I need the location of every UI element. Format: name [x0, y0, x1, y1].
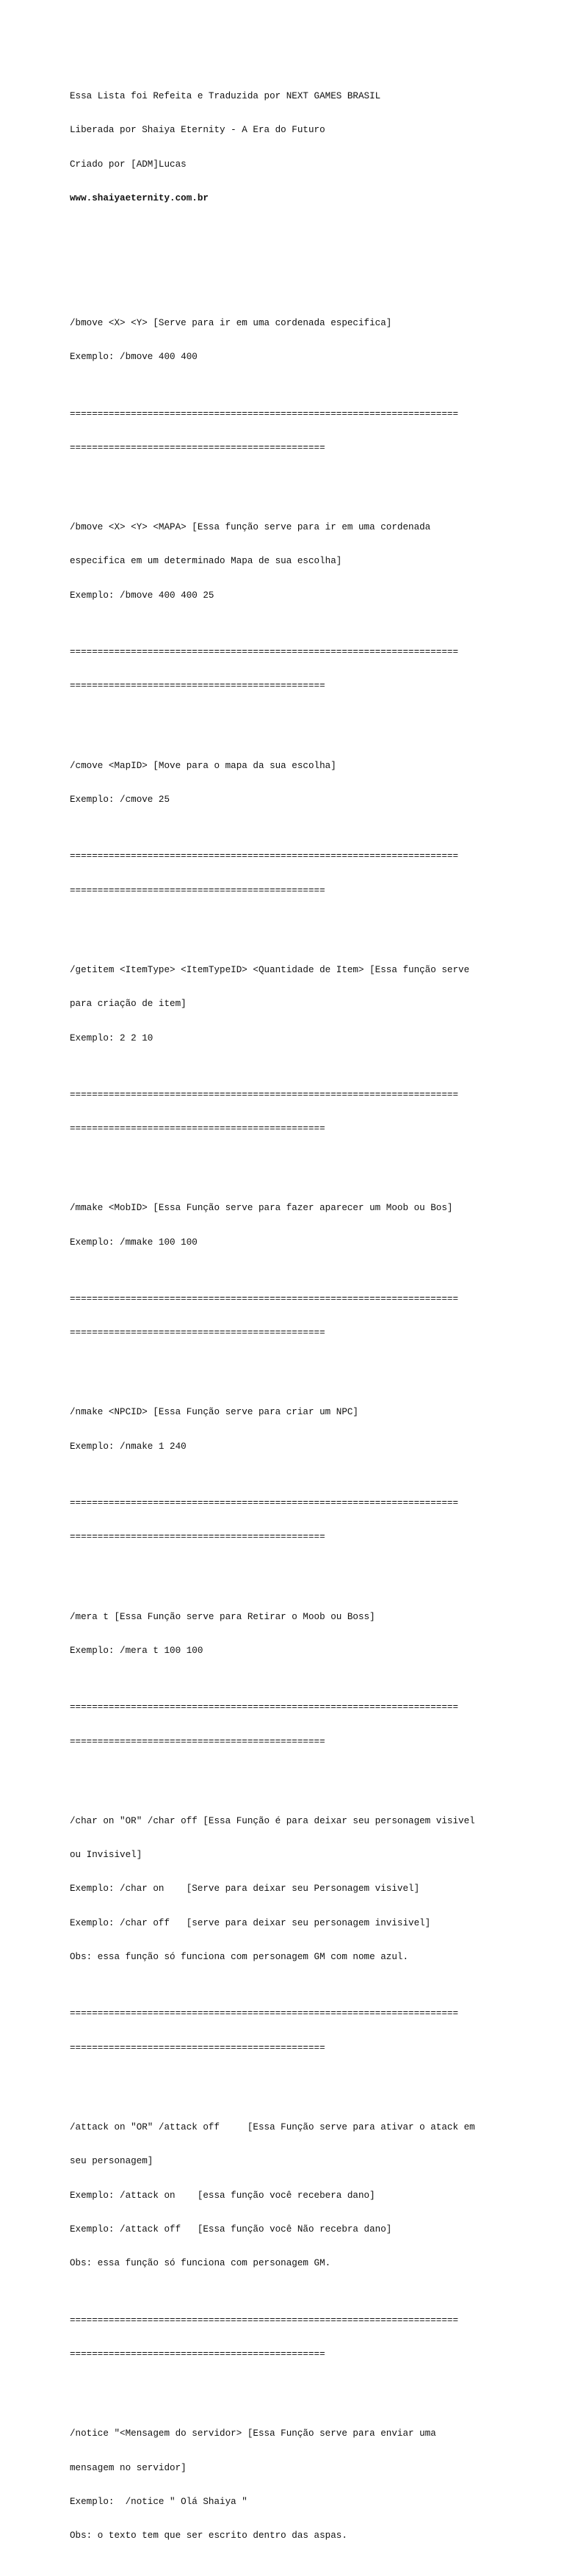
command-line: /cmove <MapID> [Move para o mapa da sua escolha] [70, 760, 336, 771]
separator-short: ============================================== [70, 885, 325, 896]
separator-long: ====================================================================== [70, 1293, 459, 1304]
command-mera [70, 1589, 554, 1680]
command-cmove [70, 738, 554, 829]
example-line: Exemplo: 2 2 10 [70, 1032, 153, 1043]
separator-short: ============================================== [70, 442, 325, 453]
command-line-cont: ou Invisivel] [70, 1850, 142, 1861]
separator-short: ============================================== [70, 681, 325, 692]
separator-long: ====================================================================== [70, 1089, 459, 1100]
command-char [70, 1793, 554, 1986]
separator-short: ============================================== [70, 1124, 325, 1135]
example-line: Exemplo: /mmake 100 100 [70, 1237, 198, 1248]
command-line: /mera t [Essa Função serve para Retirar o Moob ou Boss] [70, 1611, 375, 1622]
command-line: /bmove <X> <Y> <MAPA> [Essa função serve para ir em uma cordenada [70, 522, 431, 533]
command-bmove-map [70, 499, 554, 624]
obs-line: Obs: o texto tem que ser escrito dentro das aspas. [70, 2530, 347, 2541]
command-line: /bmove <X> <Y> [Serve para ir em uma cordenada especifica] [70, 317, 392, 328]
command-line-cont: especifica em um determinado Mapa de sua escolha] [70, 556, 342, 567]
document-page [70, 68, 554, 2576]
separator-long: ====================================================================== [70, 1702, 459, 1713]
separator-short: ============================================== [70, 1736, 325, 1747]
header-author: Criado por [ADM]Lucas [70, 159, 187, 170]
command-notice [70, 2406, 554, 2564]
spacer [70, 227, 554, 250]
example-line: Exemplo: /char off [serve para deixar seu personagem invisivel] [70, 1917, 431, 1928]
command-line-cont: para criação de item] [70, 999, 187, 1010]
header-url: www.shaiyaeternity.com.br [70, 192, 209, 203]
command-bmove [70, 295, 554, 386]
command-line-cont: mensagem no servidor] [70, 2462, 187, 2473]
command-attack [70, 2099, 554, 2293]
example-line: Exemplo: /bmove 400 400 [70, 352, 198, 363]
obs-line: Obs: essa função só funciona com personagem GM. [70, 2258, 331, 2269]
command-line: /mmake <MobID> [Essa Função serve para fazer aparecer um Moob ou Bos] [70, 1203, 453, 1214]
command-line: /notice "<Mensagem do servidor> [Essa Função serve para enviar uma [70, 2428, 436, 2439]
example-line: Exemplo: /char on [Serve para deixar seu Personagem visivel] [70, 1884, 420, 1895]
header-release: Liberada por Shaiya Eternity - A Era do Futuro [70, 125, 325, 136]
command-nmake [70, 1385, 554, 1476]
example-line: Exemplo: /bmove 400 400 25 [70, 590, 214, 601]
command-line: /attack on "OR" /attack off [Essa Função serve para ativar o atack em [70, 2122, 475, 2132]
separator-short: ============================================== [70, 2042, 325, 2053]
separator-long: ====================================================================== [70, 1498, 459, 1509]
separator-long: ====================================================================== [70, 2008, 459, 2019]
example-line: Exemplo: /mera t 100 100 [70, 1645, 203, 1656]
example-line: Exemplo: /nmake 1 240 [70, 1441, 187, 1452]
separator-long: ====================================================================== [70, 647, 459, 658]
separator-long: ====================================================================== [70, 2315, 459, 2326]
header-title: Essa Lista foi Refeita e Traduzida por NEXT GAMES BRASIL [70, 90, 381, 101]
separator-long: ====================================================================== [70, 851, 459, 862]
separator-short: ============================================== [70, 2349, 325, 2360]
command-mmake [70, 1180, 554, 1271]
command-getitem [70, 942, 554, 1067]
separator-short: ============================================== [70, 1328, 325, 1339]
example-line: Exemplo: /attack on [essa função você recebera dano] [70, 2190, 375, 2201]
command-line-cont: seu personagem] [70, 2156, 153, 2167]
command-line: /nmake <NPCID> [Essa Função serve para criar um NPC] [70, 1407, 358, 1418]
separator-short: ============================================== [70, 1532, 325, 1543]
command-line: /getitem <ItemType> <ItemTypeID> <Quantidade de Item> [Essa função serve [70, 964, 470, 975]
obs-line: Obs: essa função só funciona com personagem GM com nome azul. [70, 1952, 409, 1963]
example-line: Exemplo: /attack off [Essa função você Não recebra dano] [70, 2224, 392, 2235]
example-line: Exemplo: /notice " Olá Shaiya " [70, 2496, 247, 2507]
separator-long: ====================================================================== [70, 408, 459, 419]
example-line: Exemplo: /cmove 25 [70, 794, 170, 805]
command-line: /char on "OR" /char off [Essa Função é para deixar seu personagem visivel [70, 1815, 475, 1826]
